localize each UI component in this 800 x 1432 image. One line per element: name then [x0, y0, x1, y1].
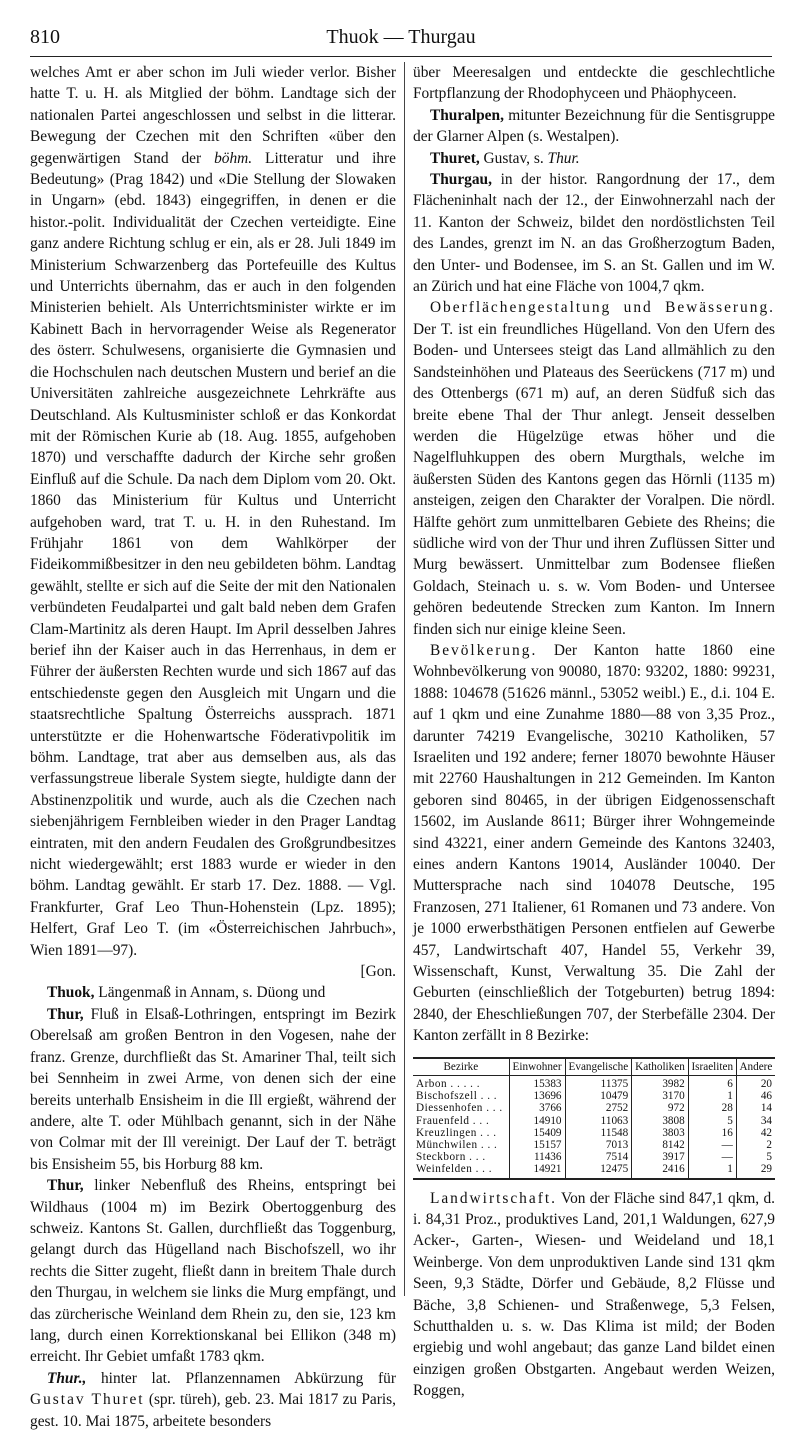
entry-thur-elsass: Thur, Fluß in Elsaß-Lothringen, entspringt im Bezirk Oberelsaß am großen Bentron in den Vogesen, nahe der franz. Grenze, durchfließt das St. Amariner Thal, teilt sich bei Sennheim in zwei Arme, von denen sich der eine bereits unterhalb Ensisheim in die Ill ergießt, während der andere, alte T. oder Mühlbach genannt, sich in der Nähe von Colmar mit der Ill vereinigt. Der Lauf der T. beträgt bis Ensisheim 55, bis Horburg 88 km.	[30, 1005, 396, 1173]
entry-headword: Thuralpen,	[429, 106, 504, 124]
table-cell: 13696	[509, 1090, 565, 1102]
table-cell: 8142	[632, 1139, 688, 1151]
table-cell: 1	[688, 1163, 736, 1178]
section-heading: Landwirtschaft.	[429, 1189, 557, 1207]
table-row	[413, 1090, 775, 1102]
entry-thur-rhein: Thur, linker Nebenfluß des Rheins, entspringt bei Wildhaus (1004 m) im Bezirk Obertoggenburg des schweiz. Kantons St. Gallen, durchfließt das Toggenburg, gelangt durch das Hügelland nach Bischofszell, wo ihr rechts die Sitter zugeht, fließt dann in breitem Thale durch den Thurgau, in welchem sie links die Murg empfängt, und das zürcherische Weinland dem Rhein zu, den sie, 123 km lang, durch einen Korrektionskanal bei Ellikon (348 m) erreicht. Ihr Gebiet umfaßt 1783 qkm.	[30, 1177, 396, 1366]
table-cell: 46	[736, 1090, 775, 1102]
table-cell: 7514	[565, 1151, 632, 1163]
table-cell: 7013	[565, 1139, 632, 1151]
table-cell: Steckborn . . .	[416, 1151, 486, 1164]
table-cell: 15383	[509, 1075, 565, 1090]
table-cell: 6	[688, 1075, 736, 1090]
entry-thun-continued: welches Amt er aber schon im Juli wieder verlor. Bisher hatte T. u. H. als Mitglied der böhm. Landtage sich der nationalen Partei angeschlossen und selbst in die litterar. Bewegung der Czechen mit den Schriften «über den gegenwärtigen Stand der böhm. Litteratur und ihre Bedeutung» (Prag 1842) und «Die Stellung der Slowaken in Ungarn» (ebd. 1843) eingegriffen, in denen er die histor.-polit. Individualität der Czechen verteidigte. Eine ganz andere Richtung schlug er ein, als er 28. Juli 1849 im Ministerium Schwarzenberg das Portefeuille des Kultus und Unterrichts übernahm, das er auch in den folgenden Ministerien behielt. Als Unterrichtsminister wirkte er im Kabinett Bach in hervorragender Weise als Regenerator des österr. Schulwesens, organisierte die Gymnasien und die Hochschulen nach deutschen Mustern und berief an die Universitäten zahlreiche ausgezeichnete Lehrkräfte aus Deutschland. Als Kultusminister schloß er das Konkordat mit der Römischen Kurie ab (18. Aug. 1855, aufgehoben 1870) und verschaffte dadurch der Kirche sehr großen Einfluß auf die Schule. Da nach dem Diplom vom 20. Okt. 1860 das Ministerium für Kultus und Unterricht aufgehoben ward, trat T. u. H. in den Ruhestand. Im Frühjahr 1861 von dem Wahlkörper der Fideikommißbesitzer in den neu gebildeten böhm. Landtag gewählt, stellte er sich auf die Seite der mit den Nationalen verbündeten Feudalpartei und galt bald neben dem Grafen Clam-Martinitz als deren Haupt. Im April desselben Jahres berief ihn der Kaiser auch in das Herrenhaus, in dem er Führer der äußersten Rechten wurde und sich 1867 auf das entschiedenste gegen den Ausgleich mit Ungarn und die staatsrechtliche Spaltung Österreichs aussprach. 1871 unterstützte er die Hohenwartsche Föderativpolitik im böhm. Landtage, trat aber aus demselben aus, als das verfassungstreue liberale System siegte, huldigte dann der Abstinenzpolitik und wurde, auch als die Czechen nach siebenjährigem Fernbleiben wieder in den Prager Landtag eintraten, mit den andern Feudalen des Großgrundbesitzes nicht wiedergewählt; erst 1883 wurde er wieder in den böhm. Landtag gewählt. Er starb 17. Dez. 1888. — Vgl. Frankfurter, Graf Leo Thun-Hohenstein (Lpz. 1895); Helfert, Graf Leo T. (im «Österreichischen Jahrbuch», Wien 1891—97). [Gon.	[30, 62, 396, 982]
table-cell: Frauenfeld . . .	[416, 1114, 490, 1127]
right-column	[413, 62, 775, 1402]
table-cell: 15409	[509, 1127, 565, 1139]
table-cell: 16	[688, 1127, 736, 1139]
table-cell: Münchwilen . . .	[416, 1138, 498, 1151]
column-header: Israeliten	[688, 1058, 736, 1076]
table-cell: 14	[736, 1102, 775, 1114]
table-row	[413, 1102, 775, 1114]
entry-thuok: Thuok, Längenmaß in Annam, s. Düong und	[46, 984, 326, 1002]
table-cell: 11375	[565, 1075, 632, 1090]
table-cell: —	[688, 1139, 736, 1151]
table-cell: 12475	[565, 1163, 632, 1178]
table-cell: 3170	[632, 1090, 688, 1102]
section-heading: Bevölkerung.	[429, 641, 538, 659]
table-cell: 11548	[565, 1127, 632, 1139]
table-cell: 11436	[509, 1151, 565, 1163]
page-number: 810	[30, 26, 60, 48]
table-cell: Weinfelden . . .	[413, 1163, 509, 1178]
table-row	[413, 1151, 775, 1163]
table-row	[413, 1075, 775, 1090]
bezirke-table	[413, 1057, 775, 1180]
column-header: Katholiken	[632, 1058, 688, 1076]
table-cell: 2752	[565, 1102, 632, 1114]
table-cell: Bischofszell . . .	[416, 1090, 498, 1103]
table-cell: 34	[736, 1115, 775, 1127]
entry-headword: Thur,	[46, 1005, 84, 1023]
column-header: Bezirke	[413, 1058, 509, 1076]
entry-thuret-continued: über Meeresalgen und entdeckte die geschlechtliche Fortpflanzung der Rhodophyceen und Phäophyceen.	[413, 64, 775, 103]
entry-thurgau: Thurgau, in der histor. Rangordnung der 17., dem Flächeninhalt nach der 12., der Einwohnerzahl nach der 11. Kanton der Schweiz, bildet den nordöstlichsten Teil des Landes, grenzt im N. an das Großherzogtum Baden, den Unter- und Bodensee, im S. an St. Gallen und im W. an Zürich und hat eine Fläche von 1004,7 qkm.	[413, 171, 775, 296]
column-header: Evangelische	[565, 1058, 632, 1076]
table-cell: 3808	[632, 1115, 688, 1127]
table-cell: —	[688, 1151, 736, 1163]
entry-thuret: Thuret, Gustav, s. Thur.	[429, 149, 580, 167]
page-header	[30, 26, 772, 52]
table-cell: 10479	[565, 1090, 632, 1102]
table-cell: 15157	[509, 1139, 565, 1151]
table-cell: 3982	[632, 1075, 688, 1090]
table-cell: 20	[736, 1075, 775, 1090]
table-row	[413, 1139, 775, 1151]
entry-headword: Thurgau,	[429, 171, 492, 189]
entry-headword: Thuret,	[429, 149, 480, 167]
table-row	[413, 1115, 775, 1127]
table-cell: 5	[736, 1151, 775, 1163]
table-cell: 972	[632, 1102, 688, 1114]
table-cell: Arbon . . . . .	[416, 1077, 481, 1090]
table-cell: Kreuzlingen . . .	[416, 1126, 497, 1139]
table-cell: 2	[736, 1139, 775, 1151]
table-cell: 14910	[509, 1115, 565, 1127]
section-oberflaeche: Oberflächengestaltung und Bewässerung. Der T. ist ein freundliches Hügelland. Von den Ufern des Boden- und Untersees steigt das Land allmählich zu den Sandsteinhöhen und Plateaus des Seerückens (717 m) und des Ottenbergs (671 m) auf, an deren Südfuß sich das breite ebene Thal der Thur anlegt. Jenseit desselben werden die Hügelzüge etwas höher und die Nagelfluhkuppen des obern Murgthals, welche im äußersten Süden des Kantons gegen das Hörnli (1135 m) ansteigen, zeigen den Charakter der Voralpen. Die nördl. Hälfte gehört zum unmittelbaren Gebiete des Rheins; die südliche wird von der Thur und ihren Zuflüssen Sitter und Murg bewässert. Unmittelbar zum Bodensee fließen Goldach, Steinach u. s. w. Vom Boden- und Untersee gehören bedeutende Strecken zum Kanton. Im Innern finden sich nur einige kleine Seen.	[413, 299, 775, 638]
table-cell: 14921	[509, 1163, 565, 1178]
column-header: Andere	[736, 1058, 775, 1076]
table-cell: 1	[688, 1090, 736, 1102]
table-header-row	[413, 1058, 775, 1076]
table-cell: 29	[736, 1163, 775, 1178]
entry-thuralpen: Thuralpen, mitunter Bezeichnung für die Sentisgruppe der Glarner Alpen (s. Westalpen).	[413, 106, 775, 146]
section-landwirtschaft: Landwirtschaft. Von der Fläche sind 847,1 qkm, d. i. 84,31 Proz., produktives Land, 201,1 Waldungen, 627,9 Acker-, Garten-, Wiesen- und Weideland und 18,1 Weinberge. Von dem unproduktiven Lande sind 131 qkm Seen, 9,3 Städte, Dörfer und Gebäude, 8,2 Flüsse und Bäche, 3,8 Schienen- und Straßenwege, 5,3 Felsen, Schutthalden u. s. w. Das Klima ist mild; der Boden ergiebig und wohl angebaut; das ganze Land bildet einen einzigen großen Obstgarten. Angebaut werden Weizen, Roggen,	[413, 1189, 775, 1400]
section-bevoelkerung: Bevölkerung. Der Kanton hatte 1860 eine Wohnbevölkerung von 90080, 1870: 93202, 1880: 99231, 1888: 104678 (51626 männl., 53052 weibl.) E., d.i. 104 E. auf 1 qkm und eine Zunahme 1880—88 von 3,35 Proz., darunter 74219 Evangelische, 30210 Katholiken, 57 Israeliten und 192 andere; ferner 18070 bewohnte Häuser mit 22760 Haushaltungen in 212 Gemeinden. Im Kanton geboren sind 80465, in der übrigen Eidgenossenschaft 15602, im Auslande 8611; Bürger ihrer Wohngemeinde sind 43221, einer andern Gemeinde des Kantons 32403, eines andern Kantons 19014, Ausländer 10040. Der Muttersprache nach sind 104078 Deutsche, 195 Franzosen, 271 Italiener, 61 Romanen und 73 andere. Von je 1000 erwerbsthätigen Personen entfielen auf Gewerbe 457, Landwirtschaft 407, Handel 55, Verkehr 39, Wissenschaft, Kunst, Verwaltung 35. Die Zahl der Geburten (einschließlich der Totgeburten) betrug 1894: 2840, der Eheschließungen 707, der Sterbefälle 2304. Der Kanton zerfällt in 8 Bezirke:	[413, 641, 775, 1045]
table-row	[413, 1127, 775, 1139]
table-row	[413, 1163, 775, 1178]
table-cell: 2416	[632, 1163, 688, 1178]
table-cell: 42	[736, 1127, 775, 1139]
author-signature: [Gon.	[360, 963, 396, 981]
column-header: Einwohner	[509, 1058, 565, 1076]
table-cell: 3917	[632, 1151, 688, 1163]
entry-headword: Thur,	[46, 1177, 84, 1195]
header-rule	[30, 56, 772, 57]
left-column	[30, 62, 396, 1432]
page-title: Thuok — Thurgau	[326, 26, 476, 48]
table-cell: 3766	[509, 1102, 565, 1114]
table-cell: 28	[688, 1102, 736, 1114]
table-cell: 3803	[632, 1127, 688, 1139]
table-cell: 11063	[565, 1115, 632, 1127]
column-divider	[404, 62, 405, 1296]
entry-headword: Thuok,	[46, 984, 95, 1002]
section-heading: Oberflächengestaltung und Bewässerung.	[429, 299, 775, 317]
table-cell: 5	[688, 1115, 736, 1127]
table-cell: Diessenhofen . . .	[416, 1102, 503, 1115]
entry-thur-abbrev: Thur., hinter lat. Pflanzennamen Abkürzung für Gustav Thuret (spr. türeh), geb. 23. Mai 1817 zu Paris, gest. 10. Mai 1875, arbeitete besonders	[30, 1369, 396, 1430]
entry-headword: Thur.,	[46, 1369, 87, 1387]
